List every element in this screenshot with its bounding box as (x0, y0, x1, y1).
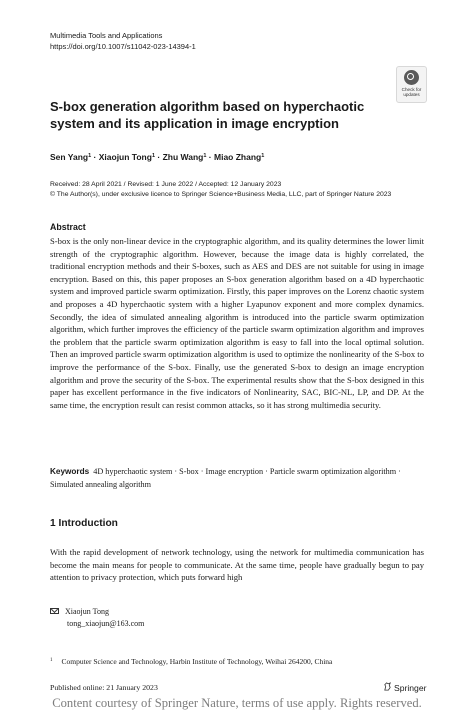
correspondence (50, 606, 144, 630)
author-list: Sen Yang$^1$ · Xiaojun Tong$^1$ · Zhu Wang$^1$ · Miao Zhang$^1$ (50, 152, 265, 162)
section-heading: 1 Introduction (50, 518, 118, 529)
doi-link[interactable]: https://doi.org/10.1007/s11042-023-14394-1 (50, 42, 196, 51)
author-affiliation-marker: 1 (151, 153, 156, 159)
check-for-updates-badge[interactable] (396, 66, 427, 103)
badge-line-2: updates (403, 92, 420, 98)
keywords-label: Keywords (50, 467, 90, 476)
affiliation-text: Computer Science and Technology, Harbin Institute of Technology, Weihai 264200, China (61, 657, 333, 666)
publisher-name: Springer (394, 683, 427, 693)
history-dates: Received: 28 April 2021 / Revised: 1 June 2022 / Accepted: 12 January 2023 (50, 181, 282, 188)
published-online: Published online: 21 January 2023 (50, 683, 158, 692)
author-affiliation-marker: 1 (203, 153, 207, 159)
courtesy-watermark: Content courtesy of Springer Nature, terms of use apply. Rights reserved. (52, 696, 422, 710)
badge-line-1: Check for (401, 87, 422, 92)
keywords (50, 466, 424, 491)
check-for-updates-icon (404, 70, 419, 85)
corresponding-author: Xiaojun Tong (65, 607, 109, 616)
author-name[interactable]: Xiaojun Tong (98, 152, 152, 162)
affiliation (50, 656, 424, 667)
keywords-list: 4D hyperchaotic system · S-box · Image encryption · Particle swarm optimization algorithm · Simulated annealing algorithm (50, 467, 401, 489)
envelope-icon (50, 608, 59, 614)
author-affiliation-marker: 1 (88, 153, 92, 159)
affiliation-marker: 1 (50, 658, 53, 663)
author-name[interactable]: Sen Yang (50, 152, 89, 162)
paper-title: S-box generation algorithm based on hyperchaotic system and its application in image encryption (50, 99, 365, 131)
journal-name: Multimedia Tools and Applications (50, 31, 163, 40)
abstract-text: S-box is the only non-linear device in the cryptographic algorithm, and its quality determines the lower limit strength of the cryptographic algorithm. However, because the image data is highly correlated, the traditional encryption methods and their S-boxes, such as AES and DES are not suitable for using in image encryption. Based on this, this paper proposes an S-box generation algorithm based on a 4D hyperchaotic system and improved particle swarm optimization. Firstly, this paper improves on the Lorenz chaotic system and proposes a 4D hyperchaotic system with a higher Lyapunov exponent and more complex dynamics. Secondly, the idea of simulated annealing algorithm is introduced into the particle swarm optimization algorithm, which further improves the efficiency of the particle swarm optimization algorithm and improves the problem that the particle swarm optimization algorithm is easy to fall into the local optimal solution. Then an improved particle swarm optimization algorithm is used to optimize the nonlinearity of the S-box to improve the performance of the S-box. Finally, use the generated S-box to design an image encryption algorithm and prove the security of the S-box. The experimental results show that the S-box designed in this paper has excellent performance in the five indicators of Nonlinearity, SAC, BIC-NL, LP, and DP. At the same time, the encryption result can resist common attacks, so it has strong multimedia security. (50, 236, 424, 410)
abstract-heading: Abstract (50, 222, 86, 232)
copyright-line: © The Author(s), under exclusive licence to Springer Science+Business Media, LLC, part of Springer Nature 2023 (50, 191, 392, 198)
springer-horse-icon (383, 682, 392, 691)
publisher-logo[interactable] (383, 682, 426, 693)
journal-header (50, 30, 196, 52)
author-affiliation-marker: 1 (261, 153, 265, 159)
section-text: With the rapid development of network technology, using the network for multimedia communication has become the main means for people to communicate. At the same time, people have gradually begun to pay attention to privacy protection, which puts forward high (50, 547, 424, 583)
corresponding-email[interactable]: tong_xiaojun@163.com (67, 619, 145, 628)
author-name[interactable]: Miao Zhang (214, 152, 262, 162)
publication-dates (50, 180, 391, 200)
author-name[interactable]: Zhu Wang (162, 152, 204, 162)
